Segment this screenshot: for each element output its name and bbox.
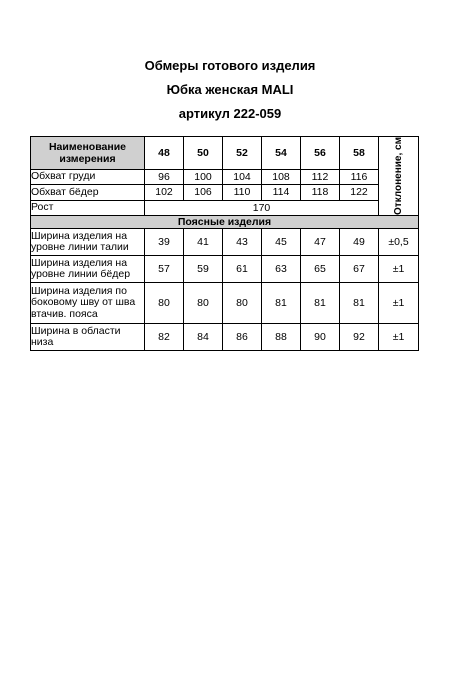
table-cell: 80	[145, 283, 184, 324]
table-cell: 80	[184, 283, 223, 324]
table-cell: 82	[145, 324, 184, 351]
section-title: Поясные изделия	[31, 216, 419, 229]
table-cell: 110	[223, 185, 262, 200]
size-header: 56	[301, 137, 340, 170]
table-row	[31, 229, 419, 256]
table-cell: 63	[262, 256, 301, 283]
row-name: Ширина изделия на уровне линии талии	[31, 229, 145, 256]
table-row	[31, 170, 419, 185]
row-name: Ширина в области низа	[31, 324, 145, 351]
height-value: 170	[145, 200, 379, 215]
table-cell: 84	[184, 324, 223, 351]
table-cell: 81	[301, 283, 340, 324]
table-cell: 81	[262, 283, 301, 324]
size-header: 48	[145, 137, 184, 170]
deviation-header: Отклонение, см	[393, 137, 404, 215]
table-cell: 59	[184, 256, 223, 283]
table-cell: 45	[262, 229, 301, 256]
table-row	[31, 185, 419, 200]
document-title: Обмеры готового изделия	[144, 58, 316, 73]
table-row	[31, 200, 419, 215]
deviation-cell: ±1	[379, 324, 419, 351]
table-cell: 104	[223, 170, 262, 185]
size-header: 58	[340, 137, 379, 170]
table-cell: 122	[340, 185, 379, 200]
deviation-cell: ±1	[379, 283, 419, 324]
size-header: 50	[184, 137, 223, 170]
deviation-cell: ±0,5	[379, 229, 419, 256]
row-name: Обхват бёдер	[31, 185, 145, 200]
deviation-header-cell	[379, 137, 419, 216]
deviation-cell: ±1	[379, 256, 419, 283]
table-cell: 61	[223, 256, 262, 283]
row-name: Ширина изделия по боковому шву от шва втачив. пояса	[31, 283, 145, 324]
table-cell: 96	[145, 170, 184, 185]
measurements-table	[30, 136, 419, 351]
table-cell: 118	[301, 185, 340, 200]
table-cell: 88	[262, 324, 301, 351]
table-cell: 43	[223, 229, 262, 256]
table-row	[31, 324, 419, 351]
document-header	[0, 58, 460, 130]
article-number: артикул 222-059	[178, 106, 282, 121]
table-cell: 65	[301, 256, 340, 283]
table-cell: 67	[340, 256, 379, 283]
table-cell: 100	[184, 170, 223, 185]
table-cell: 41	[184, 229, 223, 256]
size-header: 52	[223, 137, 262, 170]
table-cell: 112	[301, 170, 340, 185]
size-header: 54	[262, 137, 301, 170]
table-cell: 90	[301, 324, 340, 351]
table-cell: 106	[184, 185, 223, 200]
table-cell: 116	[340, 170, 379, 185]
table-cell: 92	[340, 324, 379, 351]
table-cell: 86	[223, 324, 262, 351]
product-name: Юбка женская MALI	[166, 82, 294, 97]
table-cell: 81	[340, 283, 379, 324]
measurement-name-header: Наименование измерения	[31, 137, 145, 170]
table-row	[31, 256, 419, 283]
row-name: Рост	[31, 200, 145, 215]
row-name: Обхват груди	[31, 170, 145, 185]
table-cell: 49	[340, 229, 379, 256]
table-cell: 102	[145, 185, 184, 200]
header-row	[31, 137, 419, 170]
section-row	[31, 216, 419, 229]
table-cell: 114	[262, 185, 301, 200]
table-row	[31, 283, 419, 324]
row-name: Ширина изделия на уровне линии бёдер	[31, 256, 145, 283]
table-cell: 47	[301, 229, 340, 256]
table-cell: 39	[145, 229, 184, 256]
table-cell: 108	[262, 170, 301, 185]
table-cell: 80	[223, 283, 262, 324]
table-cell: 57	[145, 256, 184, 283]
